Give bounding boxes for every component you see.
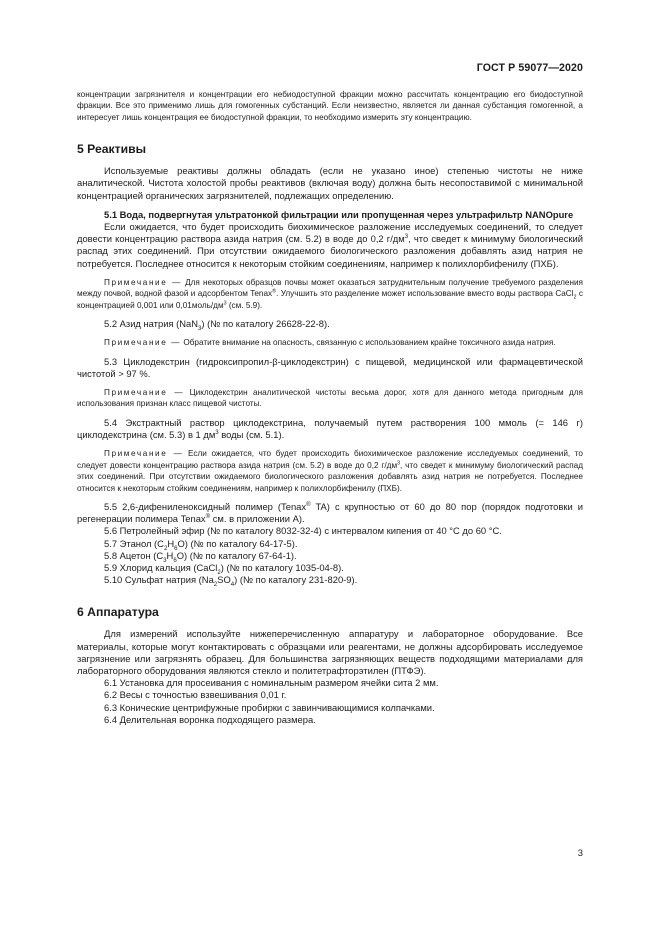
section-6-title: 6 Аппаратура (77, 605, 159, 620)
section-5-2: 5.2 Азид натрия (NaN$_3$) (№ по каталогу 26628-22-8). (104, 318, 330, 332)
note-label: Примечание — (104, 388, 185, 398)
list-item: 6.4 Делительная воронка подходящего размера. (104, 713, 316, 725)
note-4: Примечание — Если ожидается, что будет происходить биохимическое разложение исследуемых соединений, то следует довести концентрацию раствора азида натрия (см. 5.2) в воде до 0,2 $г/дм^3$, что сведет к минимуму биологический распад этих соединений. При отсутствии ожидаемого биологического разложения добавлять азид натрия не потребуется. Последнее относится к некоторым стойким соединениям, например к полихлорбифенилу (ПХБ). (77, 449, 584, 493)
section-5-title: 5 Реактивы (77, 142, 147, 157)
standard-number: ГОСТ Р 59077—2020 (476, 62, 583, 74)
list-item: 6.1 Установка для просеивания с номинальным размером ячейки сита 2 мм. (104, 677, 439, 689)
note-3: Примечание — Циклодекстрин аналитической чистоты весьма дорог, хотя для данного метода пригодным для использования признан класс пищевой чистоты. (77, 388, 583, 409)
note-label: Примечание — (104, 338, 182, 348)
note-label: Примечание — (104, 277, 182, 287)
list-item: 6.3 Конические центрифужные пробирки с завинчивающимися колпачками. (104, 701, 435, 713)
intro-paragraph: концентрации загрязнителя и концентрации его небиодоступной фракции можно рассчитать концентрацию его биодоступной фракции. Все это применимо лишь для гомогенных субстанций. Если неизвестно, является ли данная субстанция гомогенной, а интересует лишь концентрация ее биодоступной фракции, то необходимо измерить эту концентрацию. (77, 90, 583, 122)
section-5-3: 5.3 Циклодекстрин (гидроксипропил-β-циклодекстрин) с пищевой, медицинской или фармацевтической чистотой > 97 %. (77, 355, 583, 379)
page-number: 3 (577, 847, 583, 858)
section-5-10: 5.10 Сульфат натрия $(Na_2SO_4)$ (№ по каталогу 231-820-9). (104, 574, 358, 589)
section-6-intro: Для измерений используйте нижеперечисленную аппаратуру и лабораторное оборудование. Все материалы, которые могут контактировать с образцами или реагентами, не должны адсорбировать исследуемое загрязнение или загрязнять образец. Для большинства загрязняющих веществ подходящими материалами для лабораторного оборудования являются стекло и политетрафторэтилен (ПТФЭ). (77, 628, 583, 676)
section-5-1-text: Если ожидается, что будет происходить биохимическое разложение исследуемых соединений, то следует довести концентрацию раствора азида натрия (см. 5.2) в воде до 0,2 $г/дм^3$, что сведет к минимуму биологический распад этих соединений. При отсутствии ожидаемого биологического разложения добавлять азид натрия не потребуется. Последнее относится к некоторым стойким соединениям, например к полихлорбифенилу (ПХБ). (77, 221, 583, 269)
note-label: Примечание — (104, 449, 184, 459)
section-5-7: 5.7 Этанол $(C_2H_6O)$ (№ по каталогу 64-17-5). (104, 537, 298, 552)
section-5-8: 5.8 Ацетон $(C_3H_6O)$ (№ по каталогу 67-64-1). (104, 549, 297, 564)
section-5-1-title: 5.1 Вода, подвергнутая ультратонкой фильтрации или пропущенная через ультрафильтр NANOpure (104, 208, 574, 220)
section-5-9: 5.9 Хлорид кальция (CaCl$_2$) (№ по каталогу 1035-04-8). (104, 561, 344, 576)
section-5-intro: Используемые реактивы должны обладать (если не указано иное) степенью чистоты не ниже аналитической. Чистота холостой пробы реактивов (включая воду) должна быть несопоставимой с минимальной концентрацией органических загрязнителей, подлежащих определению. (77, 165, 583, 201)
note-2: Примечание — Обратите внимание на опасность, связанную с использованием крайне токсичного азида натрия. (104, 338, 556, 348)
section-5-4: 5.4 Экстрактный раствор циклодекстрина, получаемый путем растворения 100 ммоль (= 146 г) циклодекстрина (см. 5.3) в 1 $дм^3$ воды (см. 5.1). (77, 416, 583, 441)
page-content (77, 89, 583, 726)
section-5-6: 5.6 Петролейный эфир (№ по каталогу 8032-32-4) с интервалом кипения от 40 °C до 60 °C. (104, 525, 502, 537)
list-item: 6.2 Весы с точностью взвешивания 0,01 г. (104, 689, 287, 701)
section-5-5: 5.5 2,6-дифениленоксидный полимер (Tenax® TA) с крупностью от 60 до 80 пор (порядок подготовки и регенерации полимера Tenax® см. в приложении А). (77, 500, 583, 525)
note-1: Примечание — Для некоторых образцов почвы может оказаться затруднительным получение требуемого разделения между почвой, водной фазой и адсорбентом Tenax®. Улучшить это разделение может использование вместо воды раствора CaCl$_2$ с концентрацией 0,001 или $0,01моль/дм^3$ (см. 5.9). (77, 277, 584, 310)
